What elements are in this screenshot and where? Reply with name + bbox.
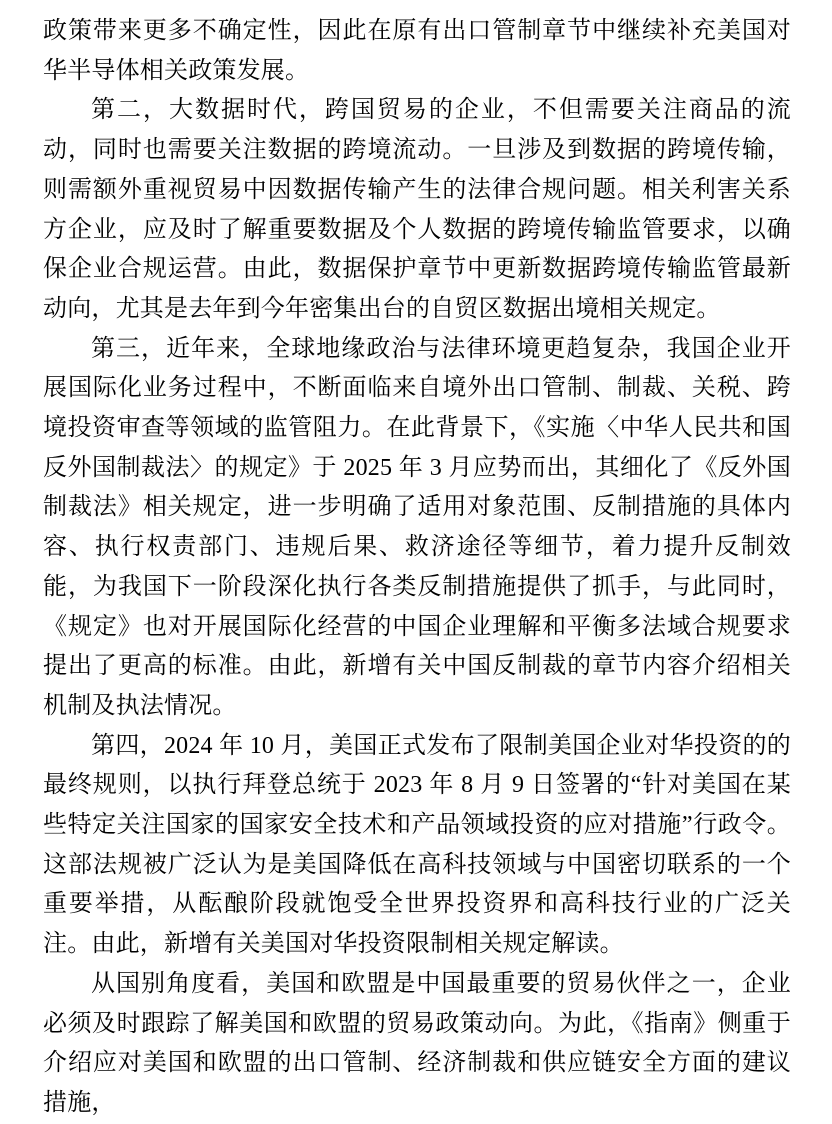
document-body-text [43,12,791,1124]
paragraph-second-data-cross-border: 第二，大数据时代，跨国贸易的企业，不但需要关注商品的流动，同时也需要关注数据的跨境流动。一旦涉及到数据的跨境传输，则需额外重视贸易中因数据传输产生的法律合规问题。相关利害关系方企业，应及时了解重要数据及个人数据的跨境传输监管要求，以确保企业合规运营。由此，数据保护章节中更新数据跨境传输监管最新动向，尤其是去年到今年密集出台的自贸区数据出境相关规定。 [43,97,791,322]
paragraph-continuation-semiconductor-policy: 政策带来更多不确定性，因此在原有出口管制章节中继续补充美国对华半导体相关政策发展。 [43,18,791,84]
paragraph-third-anti-sanctions-law: 第三，近年来，全球地缘政治与法律环境更趋复杂，我国企业开展国际化业务过程中，不断面临来自境外出口管制、制裁、关税、跨境投资审查等领域的监管阻力。在此背景下，《实施〈中华人民共和国反外国制裁法〉的规定》于 2025 年 3 月应势而出，其细化了《反外国制裁法》相关规定，进一步明确了适用对象范围、反制措施的具体内容、执行权责部门、违规后果、救济途径等细节，着力提升反制效能，为我国下一阶段深化执行各类反制措施提供了抓手，与此同时，《规定》也对开展国际化经营的中国企业理解和平衡多法域合规要求提出了更高的标准。由此，新增有关中国反制裁的章节内容介绍相关机制及执法情况。 [43,335,791,719]
paragraph-fourth-us-outbound-investment-rule: 第四，2024 年 10 月，美国正式发布了限制美国企业对华投资的的最终规则，以执行拜登总统于 2023 年 8 月 9 日签署的“针对美国在某些特定关注国家的国家安全技术和产品领域投资的应对措施”行政令。这部法规被广泛认为是美国降低在高科技领域与中国密切联系的一个重要举措，从酝酿阶段就饱受全世界投资界和高科技行业的广泛关注。由此，新增有关美国对华投资限制相关规定解读。 [43,732,791,958]
paragraph-country-perspective-us-eu: 从国别角度看，美国和欧盟是中国最重要的贸易伙伴之一，企业必须及时跟踪了解美国和欧盟的贸易政策动向。为此，《指南》侧重于介绍应对美国和欧盟的出口管制、经济制裁和供应链安全方面的建议措施， [43,970,791,1116]
